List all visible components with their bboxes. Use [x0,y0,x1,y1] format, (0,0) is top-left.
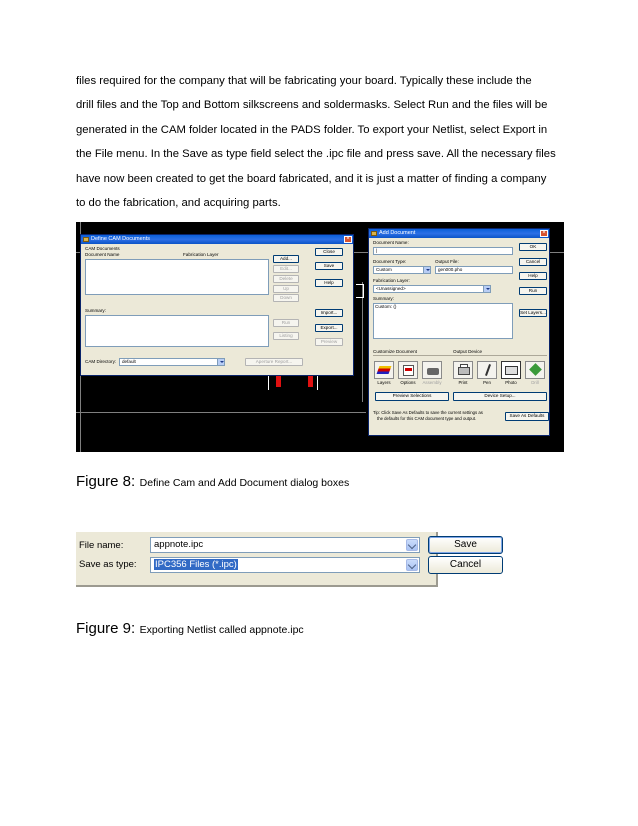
file-name-value: appnote.ipc [154,539,204,550]
save-as-type-label: Save as type: [79,559,137,570]
paragraph-line: the File menu. In the Save as type field select the .ipc file and press save. All the necessary files [76,148,556,161]
close-button[interactable]: Close [315,248,343,256]
summary-box [373,303,513,339]
import-button[interactable]: Import... [315,309,343,317]
print-tool-icon[interactable] [453,361,473,379]
document-name-value: | [376,248,378,253]
options-tool-icon[interactable] [398,361,418,379]
paragraph-line: drill files and the Top and Bottom silkscreens and soldermasks. Select Run and the files will be [76,99,548,112]
output-file-label: Output File: [435,259,459,264]
layers-tool-icon[interactable] [374,361,394,379]
assembly-tool-icon[interactable] [422,361,442,379]
tool-label: Pen [483,380,491,385]
figure-8-screenshot [76,222,564,452]
cam-documents-label: CAM Documents [85,246,120,251]
cam-directory-value: default [122,359,136,364]
figure-9-screenshot [76,532,482,587]
app-icon [83,237,89,242]
device-setup-button[interactable]: Device Setup... [453,392,547,401]
document-type-select[interactable] [373,266,431,274]
board-trace [362,282,363,402]
output-file-value: gen000.pho [438,267,463,272]
export-button[interactable]: Export... [315,324,343,332]
photo-tool-icon[interactable] [501,361,521,379]
summary-value: Custom: () [375,304,397,309]
define-cam-dialog [80,234,354,376]
cancel-button[interactable]: Cancel [519,258,547,266]
listing-button[interactable]: Listing [273,332,299,340]
help-button[interactable]: Help [315,279,343,287]
drill-tool-icon[interactable] [525,361,545,379]
file-name-field[interactable] [150,537,420,553]
figure-8-caption [76,473,349,491]
fabrication-layer-value: <Unassigned> [376,286,406,291]
delete-button[interactable]: Delete [273,275,299,283]
tool-label: Layers [377,380,391,385]
summary-label: Summary: [373,296,394,301]
tip-text: Tip: Click Save As Defaults to save the current settings as [373,410,483,415]
file-name-label: File name: [79,540,124,551]
save-button[interactable]: Save [428,536,503,554]
pen-tool-icon[interactable] [477,361,497,379]
summary-label: Summary: [85,308,106,313]
summary-box [85,315,269,347]
add-document-titlebar [369,229,549,238]
tool-label: Drill [531,380,539,385]
paragraph-line: files required for the company that will be fabricating your board. Typically these include the [76,75,532,87]
group-divider [373,355,547,356]
app-icon [371,231,377,236]
close-icon[interactable]: × [344,236,352,243]
caption-text: Exporting Netlist called appnote.ipc [139,624,304,636]
tool-label: Assembly [422,380,442,385]
board-outline [356,284,364,298]
save-as-type-value: IPC356 Files (*.ipc) [155,559,237,570]
run-button[interactable]: Run [519,287,547,295]
preview-selections-button[interactable]: Preview Selections [375,392,449,401]
chevron-down-icon[interactable] [217,359,224,365]
edit-button[interactable]: Edit... [273,265,299,273]
aperture-report-button[interactable]: Aperture Report... [245,358,303,366]
help-button[interactable]: Help [519,272,547,280]
define-cam-title: Define CAM Documents [91,236,150,242]
tool-label: Options [400,380,416,385]
define-cam-titlebar [81,235,353,244]
caption-label: Figure 9: [76,620,136,637]
up-button[interactable]: Up [273,285,299,293]
save-as-type-select[interactable] [150,557,420,573]
body-paragraph [76,69,576,215]
chevron-down-icon[interactable] [406,539,418,551]
cam-documents-list[interactable] [85,259,269,295]
down-button[interactable]: Down [273,294,299,302]
set-layers-button[interactable]: Set Layers... [520,310,546,315]
document-name-field[interactable] [373,247,513,255]
tool-label: Print [458,380,468,385]
chevron-down-icon[interactable] [406,559,418,571]
document-type-value: Custom [376,267,392,272]
caption-text: Define Cam and Add Document dialog boxes [139,477,350,489]
add-document-title: Add Document [379,230,416,236]
board-trace [76,412,366,413]
paragraph-line: have now been created to get the board fabricated, and it is just a matter of finding a company [76,172,547,185]
fabrication-layer-header: Fabrication Layer [183,252,219,257]
cam-directory-label: CAM Directory: [85,359,117,364]
tool-label: Photo [505,380,517,385]
document-name-header: Document Name [85,252,120,257]
figure-9-caption [76,620,304,638]
chevron-down-icon[interactable] [483,286,490,292]
add-button[interactable]: Add... [273,255,299,263]
fabrication-layer-label: Fabrication Layer: [373,278,410,283]
paragraph-line: generated in the CAM folder located in the PADS folder. To export your Netlist, select Export in [76,123,548,136]
document-type-label: Document Type: [373,259,407,264]
cam-directory-select[interactable] [119,358,225,366]
fabrication-layer-select[interactable] [373,285,491,293]
close-icon[interactable]: × [540,230,548,237]
run-button[interactable]: Run [273,319,299,327]
paragraph-line: to do the fabrication, and acquiring parts. [76,197,281,210]
chevron-down-icon[interactable] [423,267,430,273]
add-document-dialog [368,228,550,436]
customize-document-label: Customize Document [373,349,417,354]
tip-text: the defaults for this CAM document type and output. [377,416,477,421]
cancel-button[interactable]: Cancel [428,556,503,574]
ok-button[interactable]: OK [519,243,547,251]
output-device-label: Output Device [453,349,483,354]
preview-button[interactable]: Preview [315,338,343,346]
save-as-defaults-button[interactable]: Save As Defaults [505,412,549,421]
output-file-field[interactable] [435,266,513,274]
document-name-label: Document Name: [373,240,409,245]
save-button[interactable]: Save [315,262,343,270]
caption-label: Figure 8: [76,473,136,490]
